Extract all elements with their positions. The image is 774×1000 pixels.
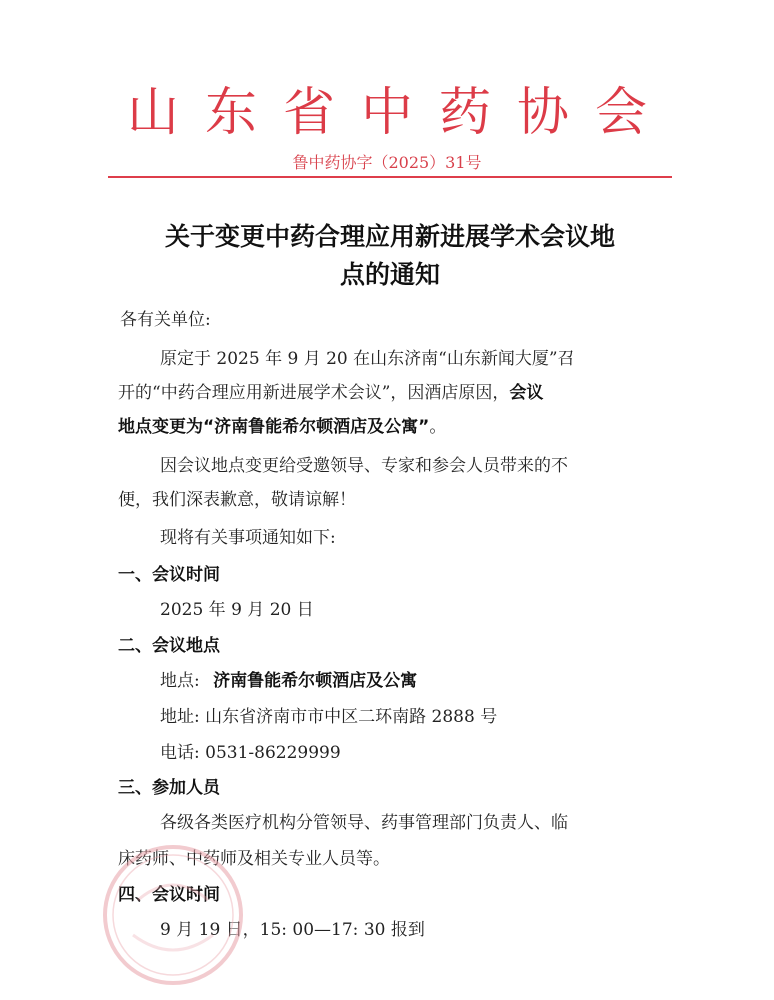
- paragraph-1-highlight-start: 会议: [509, 383, 544, 403]
- official-seal-stamp: [98, 840, 248, 990]
- paragraph-1-end: 。: [429, 417, 447, 437]
- letterhead-org-name: 山东省中药协会: [126, 83, 673, 143]
- section-3-heading: 三、参加人员: [118, 778, 220, 798]
- notice-title-line-2: 点的通知: [339, 260, 440, 289]
- section-2-address: 地址: 山东省济南市市中区二环南路 2888 号: [160, 707, 498, 727]
- section-4-text: 9 月 19 日，15: 00—17: 30 报到: [160, 920, 425, 940]
- section-1-heading: 一、会议时间: [118, 565, 220, 585]
- section-3-line-1: 各级各类医疗机构分管领导、药事管理部门负责人、临: [160, 813, 568, 833]
- paragraph-1-line-3: [118, 412, 446, 437]
- notice-title-line-1: 关于变更中药合理应用新进展学术会议地: [164, 222, 615, 251]
- salutation: 各有关单位:: [120, 310, 211, 330]
- section-2-phone: 电话: 0531-86229999: [160, 743, 341, 763]
- section-2-place: [160, 666, 417, 691]
- paragraph-2-line-2: 便，我们深表歉意，敬请谅解！: [118, 490, 356, 510]
- paragraph-1-line-1: 原定于 2025 年 9 月 20 在山东济南“山东新闻大厦”召: [160, 349, 575, 369]
- place-label: 地点:: [160, 671, 200, 691]
- paragraph-1-highlight: 地点变更为“济南鲁能希尔顿酒店及公寓”: [118, 417, 430, 437]
- paragraph-1-line-2-text: 开的“中药合理应用新进展学术会议”，因酒店原因，: [118, 383, 510, 403]
- paragraph-2-line-1: 因会议地点变更给受邀领导、专家和参会人员带来的不: [160, 456, 568, 476]
- section-1-text: 2025 年 9 月 20 日: [160, 600, 314, 620]
- letterhead-red-rule: [108, 176, 672, 178]
- paragraph-3: 现将有关事项通知如下:: [160, 528, 336, 548]
- document-number: 鲁中药协字（2025）31号: [292, 153, 482, 172]
- section-3-line-2: 床药师、中药师及相关专业人员等。: [118, 849, 390, 869]
- place-value: 济南鲁能希尔顿酒店及公寓: [213, 671, 418, 691]
- paragraph-1-line-2: [118, 378, 543, 403]
- section-2-heading: 二、会议地点: [118, 636, 220, 656]
- notice-title: [110, 218, 670, 294]
- section-4-heading: 四、会议时间: [118, 885, 220, 905]
